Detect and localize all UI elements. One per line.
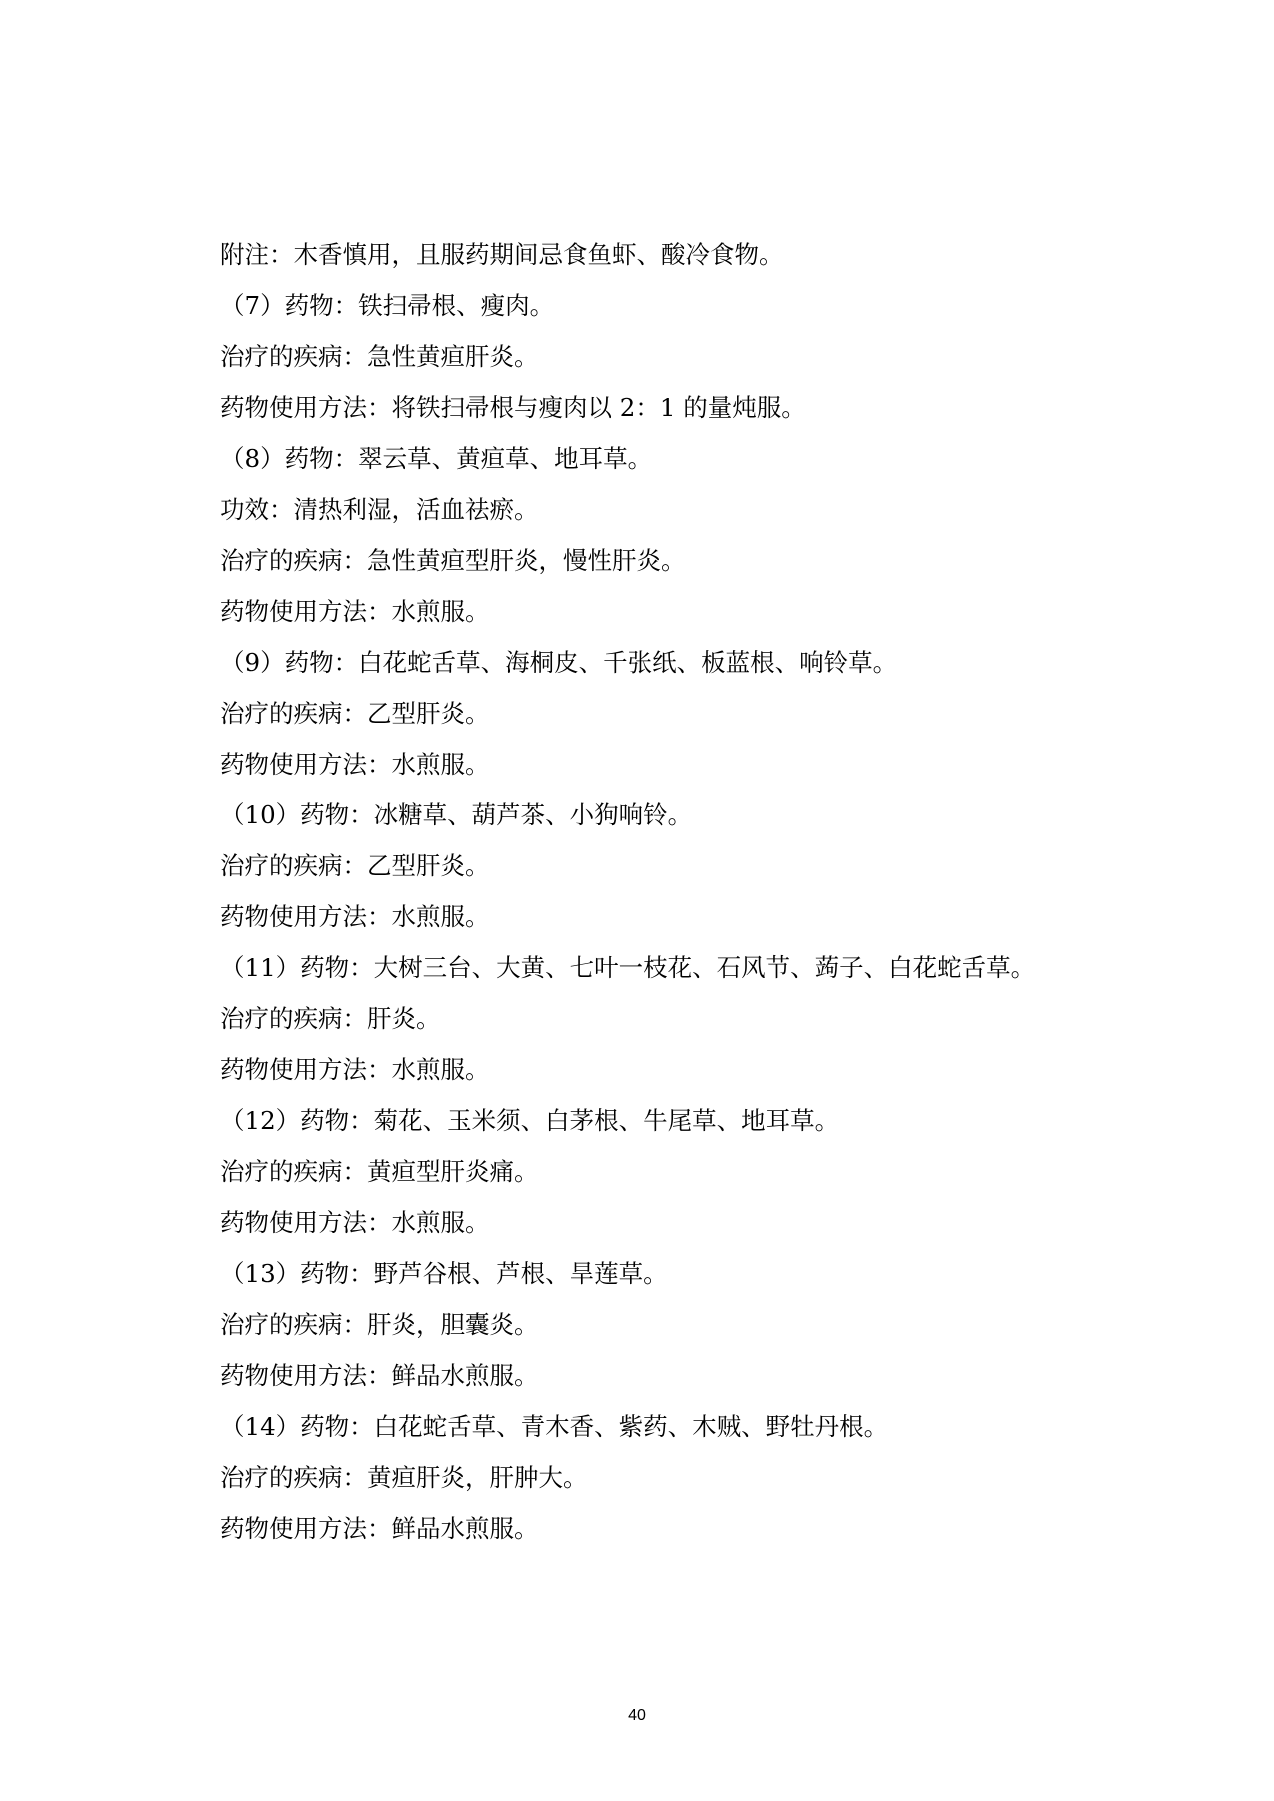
drug-line: （9）药物：白花蛇舌草、海桐皮、千张纸、板蓝根、响铃草。 xyxy=(220,647,898,677)
drug-line: （8）药物：翠云草、黄疸草、地耳草。 xyxy=(220,443,653,473)
drug-line: （10）药物：冰糖草、葫芦茶、小狗响铃。 xyxy=(220,800,693,830)
disease-line: 治疗的疾病：黄疸肝炎，肝肿大。 xyxy=(220,1462,588,1492)
usage-line: 药物使用方法：水煎服。 xyxy=(220,1208,490,1238)
drug-line: （14）药物：白花蛇舌草、青木香、紫药、木贼、野牡丹根。 xyxy=(220,1411,889,1441)
page-number: 40 xyxy=(628,1707,646,1724)
drug-line: （7）药物：铁扫帚根、瘦肉。 xyxy=(220,290,555,320)
disease-line: 治疗的疾病：肝炎，胆囊炎。 xyxy=(220,1310,539,1340)
disease-line: 治疗的疾病：黄疸型肝炎痛。 xyxy=(220,1157,539,1187)
disease-line: 治疗的疾病：乙型肝炎。 xyxy=(220,851,490,881)
drug-line: （13）药物：野芦谷根、芦根、旱莲草。 xyxy=(220,1259,668,1289)
body-text xyxy=(220,230,1220,1555)
usage-line: 药物使用方法：将铁扫帚根与瘦肉以 2：1 的量炖服。 xyxy=(220,392,806,422)
usage-line: 药物使用方法：水煎服。 xyxy=(220,749,490,779)
drug-line: （11）药物：大树三台、大黄、七叶一枝花、石风节、蒟子、白花蛇舌草。 xyxy=(220,953,1036,983)
usage-line: 药物使用方法：鲜品水煎服。 xyxy=(220,1360,539,1390)
usage-line: 药物使用方法：鲜品水煎服。 xyxy=(220,1513,539,1543)
usage-line: 药物使用方法：水煎服。 xyxy=(220,902,490,932)
disease-line: 治疗的疾病：急性黄疸型肝炎，慢性肝炎。 xyxy=(220,545,686,575)
disease-line: 治疗的疾病：乙型肝炎。 xyxy=(220,698,490,728)
usage-line: 药物使用方法：水煎服。 xyxy=(220,1055,490,1085)
disease-line: 治疗的疾病：肝炎。 xyxy=(220,1004,441,1034)
note-line: 附注：木香慎用，且服药期间忌食鱼虾、酸冷食物。 xyxy=(220,240,784,269)
usage-line: 药物使用方法：水煎服。 xyxy=(220,596,490,626)
drug-line: （12）药物：菊花、玉米须、白茅根、牛尾草、地耳草。 xyxy=(220,1106,840,1136)
disease-line: 治疗的疾病：急性黄疸肝炎。 xyxy=(220,341,539,371)
efficacy-line: 功效：清热利湿，活血祛瘀。 xyxy=(220,494,539,524)
